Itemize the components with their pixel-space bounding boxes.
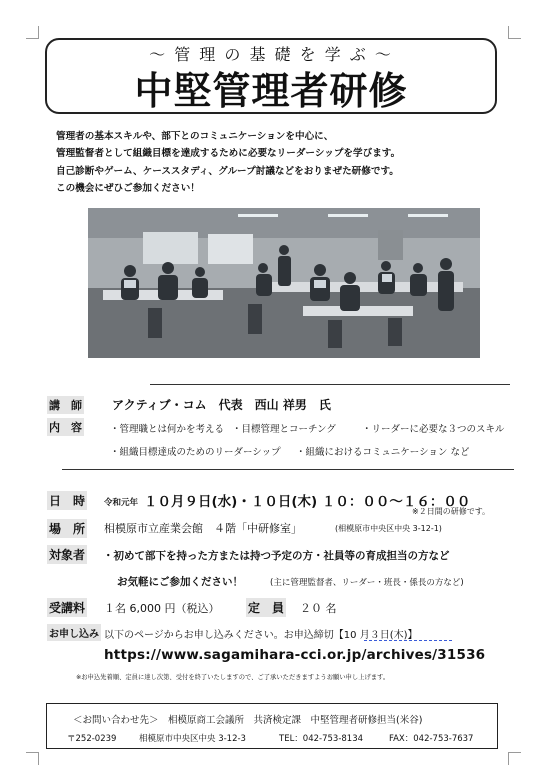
- main-title: 中堅管理者研修: [134, 69, 408, 113]
- venue-label: 場 所: [47, 519, 87, 538]
- contact-line1: ＜お問い合わせ先＞ 相模原商工会議所 共済検定課 中堅管理者研修担当(米谷): [73, 715, 423, 726]
- apply-text: 以下のページからお申し込みください。お申込締切【10 月３日(木)】: [104, 630, 418, 641]
- capacity-value: ２０ 名: [300, 602, 337, 615]
- intro-line: この機会にぜひご参加ください！: [56, 182, 200, 194]
- subtitle: ～ 管 理 の 基 礎 を 学 ぶ ～: [149, 45, 393, 64]
- corner-mark-top-right: [508, 26, 521, 39]
- datetime-label: 日 時: [47, 491, 87, 510]
- contact-box: [46, 703, 498, 749]
- content-item: ・目標管理とコーチング: [232, 424, 336, 435]
- intro-line: 管理者の基本スキルや、部下とのコミュニケーションを中心に、: [56, 131, 334, 142]
- contact-fax: FAX：042-753-7637: [389, 734, 474, 744]
- venue-address: (相模原市中央区中央 3-12-1): [335, 524, 442, 533]
- intro-line: 管理監督者として組織目標を達成するために必要なリーダーシップを学びます。: [56, 148, 401, 160]
- deadline-underline: [364, 640, 452, 641]
- separator-line: [150, 384, 510, 385]
- corner-mark-bottom-right: [508, 752, 521, 765]
- target-label: 対象者: [47, 545, 87, 564]
- contact-address: 相模原市中央区中央 3-12-3: [139, 734, 246, 744]
- corner-mark-bottom-left: [26, 752, 39, 765]
- target-line1: ・初めて部下を持った方または持つ予定の方・社員等の育成担当の方など: [103, 550, 450, 562]
- content-item: ・組織におけるコミュニケーション など: [296, 447, 470, 458]
- title-box: [45, 38, 497, 114]
- intro-paragraph: [56, 128, 506, 197]
- lecturer-label: 講 師: [47, 396, 84, 414]
- separator-line: [62, 469, 514, 470]
- content-item: ・管理職とは何かを考える: [110, 424, 225, 435]
- seminar-photo-illustration: [88, 208, 480, 358]
- target-line2-note: (主に管理監督者、リーダー・班長・係長の方など): [270, 578, 464, 588]
- contact-tel: TEL：042-753-8134: [279, 734, 364, 744]
- datetime-era: 令和元年: [104, 498, 139, 508]
- content-item: ・リーダーに必要な３つのスキル: [362, 424, 505, 435]
- venue-value: 相模原市立産業会館 ４階「中研修室」: [104, 522, 302, 535]
- target-line2: お気軽にご参加ください！: [117, 576, 243, 588]
- datetime-value: １０月９日(水)・１０日(木) １０：００～１６：００: [144, 494, 471, 510]
- content-label: 内 容: [47, 418, 84, 436]
- content-item: ・組織目標達成のためのリーダーシップ: [110, 447, 281, 458]
- lecturer-value: アクティブ・コム 代表 西山 祥男 氏: [112, 398, 331, 412]
- fee-value: １名 6,000 円（税込）: [104, 602, 220, 615]
- contact-postal: 〒252-0239: [67, 734, 117, 744]
- apply-label: お申し込み: [47, 624, 101, 641]
- apply-url[interactable]: https://www.sagamihara-cci.or.jp/archives/31536: [104, 647, 486, 663]
- seminar-photo: [88, 208, 480, 358]
- capacity-label: 定 員: [246, 598, 286, 617]
- intro-line: 自己診断やゲーム、ケーススタディ、グループ討議などをおりまぜた研修です。: [56, 165, 399, 177]
- corner-mark-top-left: [26, 26, 39, 39]
- apply-note: ※お申込先着順、定員に達し次第、受付を終了いたしますので、ご了承いただきますようお願い申し上げます。: [76, 674, 390, 681]
- datetime-note: ※２日間の研修です。: [412, 507, 491, 516]
- fee-label: 受講料: [47, 598, 87, 617]
